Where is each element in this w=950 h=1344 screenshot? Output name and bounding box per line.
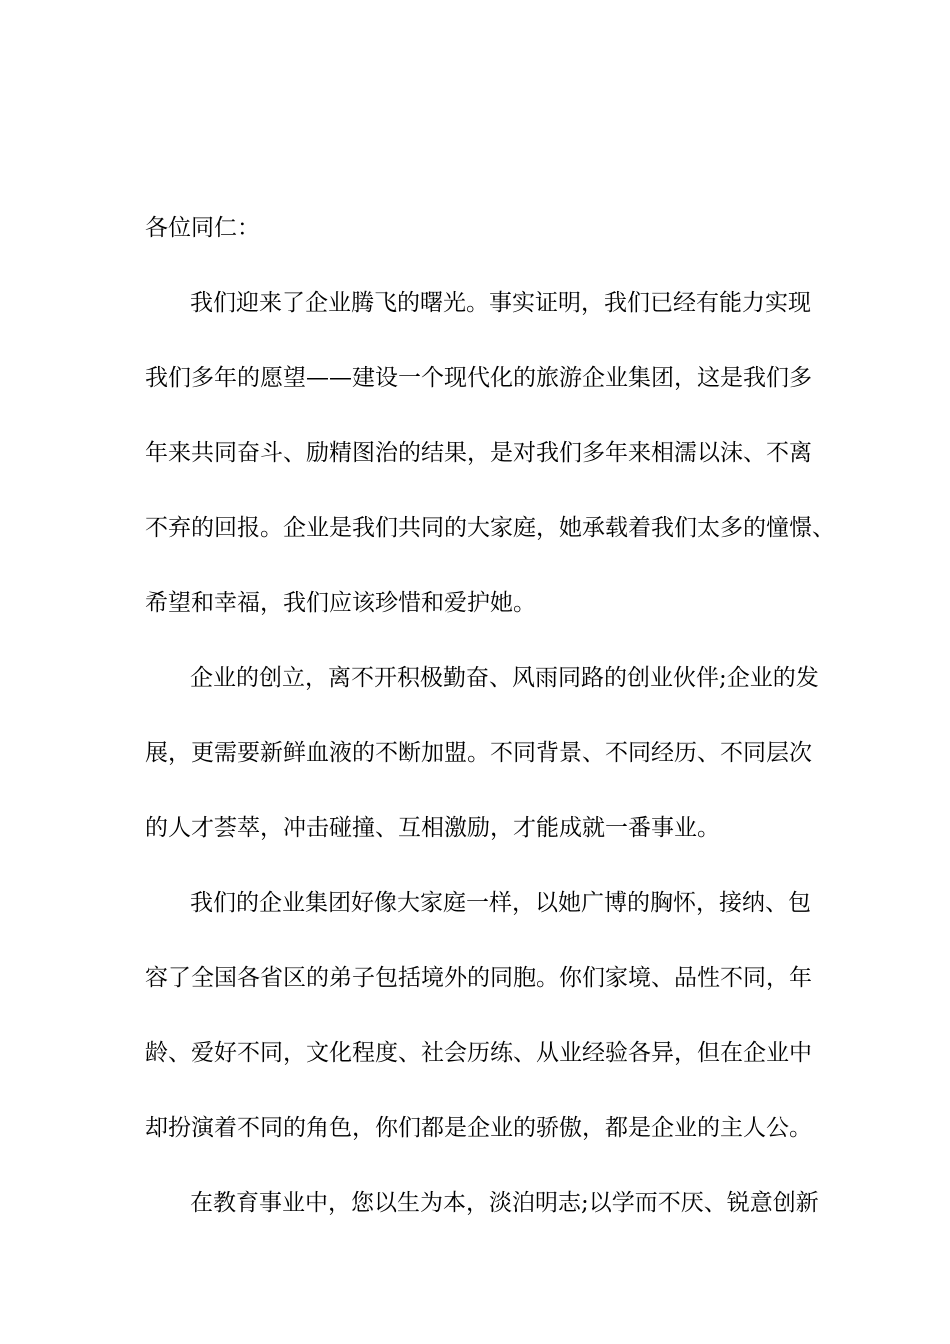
paragraph-2-line-1: 企业的创立，离不开积极勤奋、风雨同路的创业伙伴;企业的发 [190, 665, 819, 691]
paragraph-1-line-1: 我们迎来了企业腾飞的曙光。事实证明，我们已经有能力实现 [190, 290, 811, 316]
paragraph-1-line-2: 我们多年的愿望——建设一个现代化的旅游企业集团，这是我们多 [145, 365, 812, 391]
paragraph-3-line-3: 龄、爱好不同，文化程度、社会历练、从业经验各异，但在企业中 [145, 1040, 812, 1066]
paragraph-3-line-2: 容了全国各省区的弟子包括境外的同胞。你们家境、品性不同，年 [145, 965, 812, 991]
paragraph-1-line-3: 年来共同奋斗、励精图治的结果，是对我们多年来相濡以沫、不离 [145, 440, 812, 466]
paragraph-1-line-4: 不弃的回报。企业是我们共同的大家庭，她承载着我们太多的憧憬、 [145, 515, 835, 541]
paragraph-3-line-1: 我们的企业集团好像大家庭一样，以她广博的胸怀，接纳、包 [190, 890, 811, 916]
paragraph-1-line-5: 希望和幸福，我们应该珍惜和爱护她。 [145, 590, 536, 616]
salutation: 各位同仁： [145, 215, 260, 241]
paragraph-2-line-2: 展，更需要新鲜血液的不断加盟。不同背景、不同经历、不同层次 [145, 740, 812, 766]
paragraph-4-line-1: 在教育事业中，您以生为本，淡泊明志;以学而不厌、锐意创新 [190, 1190, 819, 1216]
paragraph-3-line-4: 却扮演着不同的角色，你们都是企业的骄傲，都是企业的主人公。 [145, 1115, 812, 1141]
paragraph-2-line-3: 的人才荟萃，冲击碰撞、互相激励，才能成就一番事业。 [145, 815, 720, 841]
